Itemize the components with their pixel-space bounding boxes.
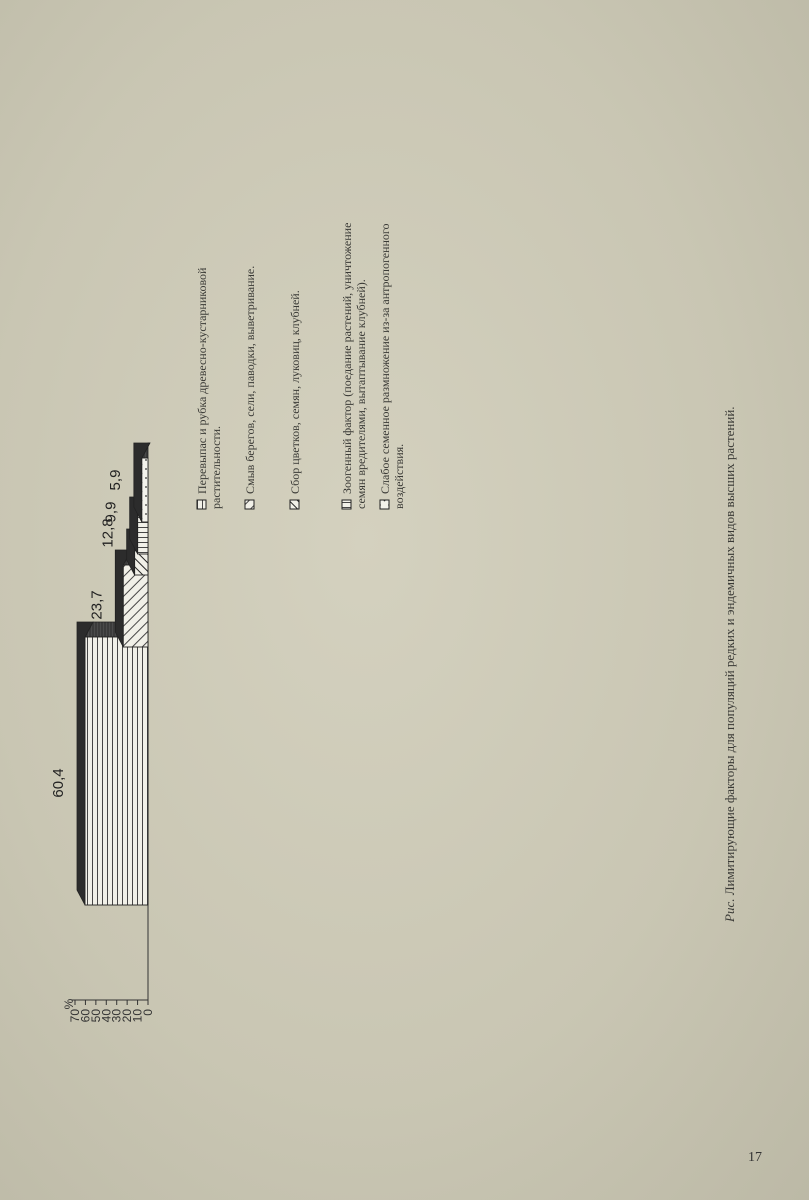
legend-swatch [380,500,389,509]
legend-label: Сбор цветков, семян, луковиц, клубней. [288,290,302,494]
y-axis-label: % [62,998,76,1010]
legend-label: Слабое семенное размножение из-за антропогенного [378,223,392,494]
legend-label: семян вредителями, вытаптывание клубней). [354,279,368,509]
y-tick-label: 10 [130,1009,145,1023]
bar [123,565,148,647]
data-label: 12,8 [99,518,117,548]
data-label: 60,4 [50,768,68,798]
data-label: 5,9 [106,469,124,491]
page-number: 17 [748,1150,762,1165]
bar [85,637,148,905]
legend-swatch [342,500,351,509]
y-tick-label: 60 [78,1009,93,1023]
caption-body: Лимитирующие факторы для популяций редких и эндемичных видов высших растений. [722,406,737,899]
data-label: 23,7 [88,590,106,620]
legend-label: растительности. [209,425,223,509]
legend-label: Смыв берегов, сели, паводки, выветривание. [243,265,257,494]
legend-label: воздействия. [392,443,406,509]
y-tick-label: 20 [120,1009,135,1023]
caption-prefix: Рис. [722,898,737,922]
legend-swatch [197,500,206,509]
legend-swatch [290,500,299,509]
legend-swatch [245,500,254,509]
data-label: 9,9 [102,501,120,523]
legend-label: Зоогенный фактор (поедание растений, уничтожение [340,222,354,494]
legend-label: Перевыпас и рубка древесно-кустарниковой [195,267,209,494]
y-tick-label: 30 [109,1009,124,1023]
y-tick-label: 40 [99,1009,114,1023]
y-tick-label: 0 [141,1009,155,1016]
bar [142,458,148,522]
figure-caption [722,406,737,923]
y-tick-label: 70 [68,1009,82,1023]
y-tick-label: 50 [88,1009,103,1023]
